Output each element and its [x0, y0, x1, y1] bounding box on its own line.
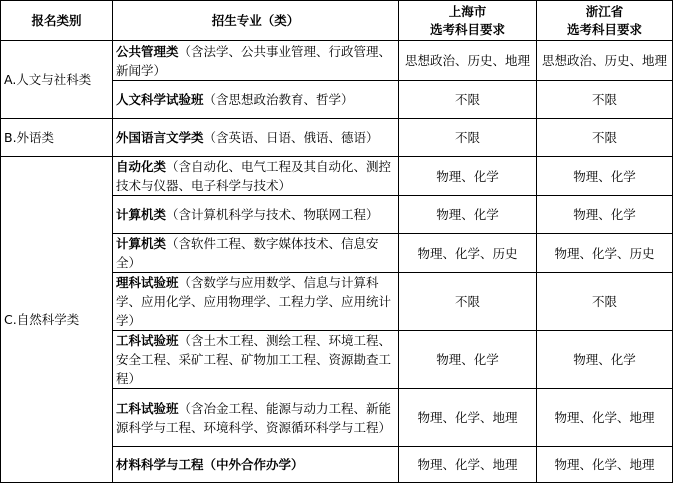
header-shanghai	[399, 1, 537, 41]
major-cell	[113, 234, 399, 273]
major-name: 计算机类	[116, 207, 167, 222]
major-name: 人文科学试验班	[116, 92, 204, 107]
major-cell	[113, 81, 399, 119]
major-cell	[113, 119, 399, 157]
major-cell	[113, 157, 399, 196]
major-name: 工科试验班	[116, 400, 179, 416]
header-major: 招生专业（类）	[113, 1, 399, 41]
zhejiang-requirement: 不限	[537, 119, 673, 157]
shanghai-requirement: 物理、化学、地理	[399, 389, 537, 447]
shanghai-requirement: 思想政治、历史、地理	[399, 41, 537, 81]
header-shanghai-subtitle: 选考科目要求	[429, 21, 505, 37]
major-detail: （含思想政治教育、哲学）	[203, 92, 354, 107]
header-shanghai-region: 上海市	[448, 3, 487, 19]
header-zhejiang-subtitle: 选考科目要求	[566, 21, 642, 37]
shanghai-requirement: 不限	[399, 81, 537, 119]
zhejiang-requirement: 物理、化学	[537, 196, 673, 234]
zhejiang-requirement: 物理、化学	[537, 331, 673, 389]
shanghai-requirement: 物理、化学	[399, 157, 537, 196]
table-row	[1, 119, 673, 157]
major-cell	[113, 273, 399, 331]
zhejiang-requirement: 物理、化学、地理	[537, 389, 673, 447]
major-cell	[113, 447, 399, 483]
major-detail: （含英语、日语、俄语、德语）	[203, 130, 379, 145]
zhejiang-requirement: 不限	[537, 273, 673, 331]
major-detail: （含法学、公共事业管理、行政管理、新闻学）	[116, 43, 392, 78]
shanghai-requirement: 不限	[399, 119, 537, 157]
zhejiang-requirement: 物理、化学、历史	[537, 234, 673, 273]
major-name: 计算机类	[116, 236, 167, 251]
major-detail: （含土木工程、测绘工程、环境工程、安全工程、采矿工程、矿物加工工程、资源勘查工程）	[116, 333, 392, 386]
shanghai-requirement: 物理、化学	[399, 196, 537, 234]
major-cell	[113, 331, 399, 389]
shanghai-requirement: 物理、化学、历史	[399, 234, 537, 273]
major-detail: （含计算机科学与技术、物联网工程）	[166, 207, 379, 222]
table-row	[1, 157, 673, 196]
shanghai-requirement: 物理、化学、地理	[399, 447, 537, 483]
major-name: 自动化类	[116, 159, 167, 174]
major-cell	[113, 196, 399, 234]
major-name: 理科试验班	[116, 275, 179, 290]
major-cell	[113, 389, 399, 447]
major-detail: （含自动化、电气工程及其自动化、测控技术与仪器、电子科学与技术）	[116, 159, 392, 193]
zhejiang-requirement: 思想政治、历史、地理	[537, 41, 673, 81]
zhejiang-requirement: 物理、化学	[537, 157, 673, 196]
shanghai-requirement: 不限	[399, 273, 537, 331]
major-name: 外国语言文学类	[116, 130, 204, 145]
major-detail: （含数学与应用数学、信息与计算科学、应用化学、应用物理学、工程力学、应用统计学）	[116, 275, 392, 328]
table-row	[1, 41, 673, 81]
major-name: 材料科学与工程（中外合作办学）	[116, 457, 304, 472]
header-category: 报名类别	[1, 1, 113, 41]
category-cell: A.人文与社科类	[1, 41, 113, 119]
major-name: 公共管理类	[116, 43, 179, 59]
category-cell: C.自然科学类	[1, 157, 113, 483]
zhejiang-requirement: 不限	[537, 81, 673, 119]
zhejiang-requirement: 物理、化学、地理	[537, 447, 673, 483]
major-detail: （含冶金工程、能源与动力工程、新能源科学与工程、环境科学、资源循环科学与工程）	[116, 400, 392, 435]
header-zhejiang	[537, 1, 673, 41]
major-name: 工科试验班	[116, 333, 179, 348]
category-cell: B.外语类	[1, 119, 113, 157]
header-zhejiang-region: 浙江省	[585, 3, 624, 19]
header-row	[1, 1, 673, 41]
major-detail: （含软件工程、数字媒体技术、信息安全）	[116, 236, 379, 270]
major-cell	[113, 41, 399, 81]
shanghai-requirement: 物理、化学	[399, 331, 537, 389]
